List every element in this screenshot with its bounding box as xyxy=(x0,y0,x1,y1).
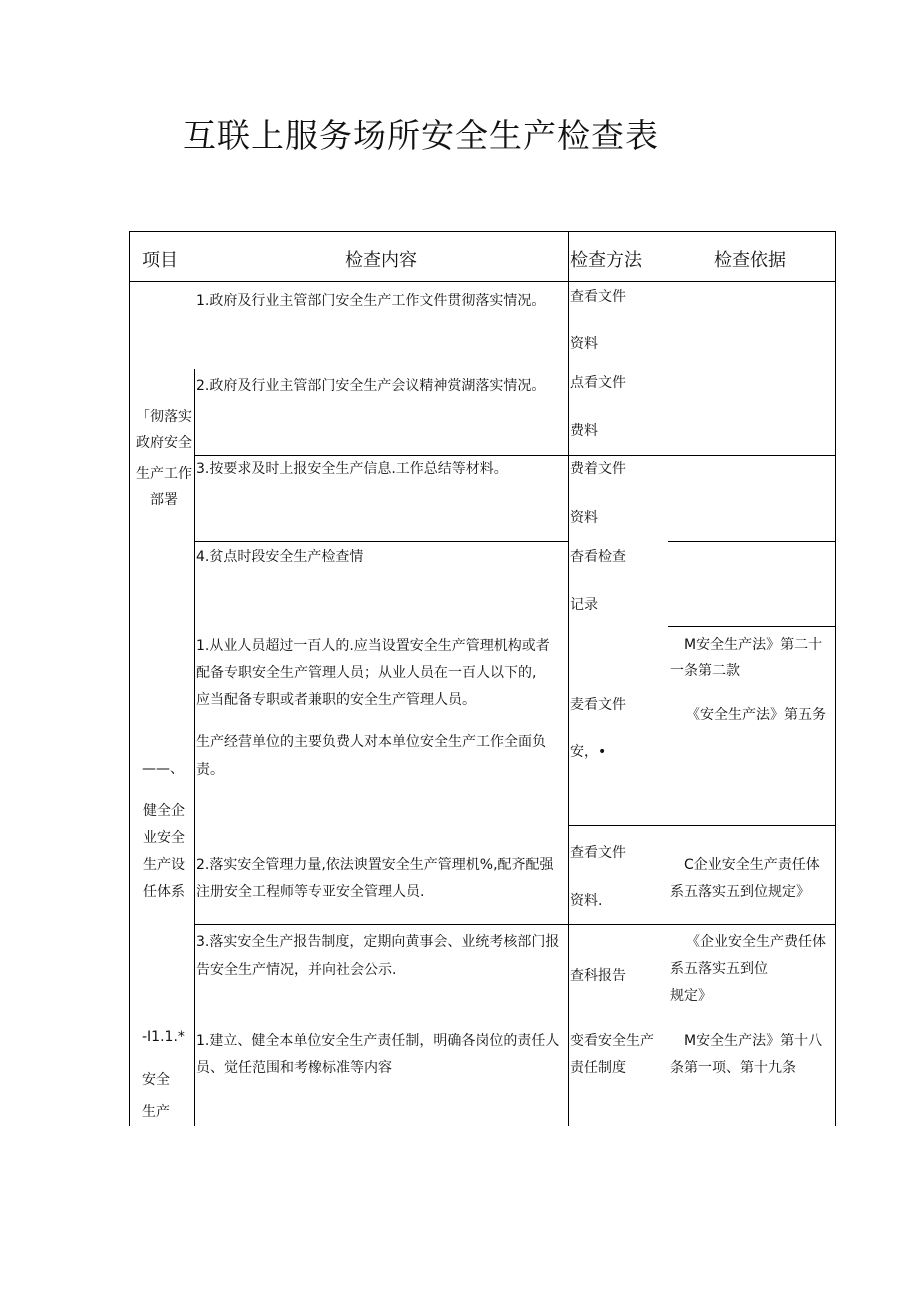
s2-row1-content2-line2: 责。 xyxy=(196,762,224,778)
s2-row1-content-line1: 1.从业人员超过一百人的.应当设置安全生产管理机构或者 xyxy=(196,638,550,654)
s1-row2-method: 点看文件 xyxy=(570,375,626,391)
s2-row1-basis-line1: M安全生产法》第二十 xyxy=(684,637,823,653)
s2-row1-content2-line1: 生产经营单位的主要负费人对本单位安全生产工作全面负 xyxy=(196,734,546,750)
s1-row2-method-2: 费料 xyxy=(570,423,598,439)
s2-row2-method: 查看文件 xyxy=(570,845,626,861)
s2-row3-basis-line3: 规定》 xyxy=(670,988,712,1004)
s1-row3-method-2: 资料 xyxy=(570,510,598,526)
s2-row1-method-2: 安，• xyxy=(570,744,607,760)
s3-row1-basis-line1: M安全生产法》第十八 xyxy=(684,1033,823,1049)
s3-row1-content-line2: 员、觉任范围和考橡标准等内容 xyxy=(196,1060,392,1076)
s1-row3-method: 费着文件 xyxy=(570,461,626,477)
header-method: 检查方法 xyxy=(570,250,642,271)
s2-row1-method: 麦看文件 xyxy=(570,697,626,713)
page-title: 互联上服务场所安全生产检查表 xyxy=(183,116,659,155)
s1-row1-content: 1.政府及行业主管部门安全生产工作文件贯彻落实情况。 xyxy=(196,293,546,309)
s2-row1-basis-line2: 一条第二款 xyxy=(670,663,740,679)
s2-row1-basis2: 《安全生产法》第五务 xyxy=(686,707,826,723)
s2-row1-content-line2: 配备专职安全生产管理人员；从业人员在一百人以下的, xyxy=(196,665,537,681)
s1-row2-content: 2.政府及行业主管部门安全生产会议精神赏湖落实情况。 xyxy=(196,378,546,394)
header-item: 项目 xyxy=(142,250,178,271)
s3-row1-method-line1: 变看安全生产 xyxy=(570,1033,654,1049)
s2-row3-content-line1: 3.落实安全生产报告制度，定期向黄事会、业统考核部门报 xyxy=(196,934,560,950)
s2-row3-basis-line2: 系五落实五到位 xyxy=(670,961,768,977)
s1-row4-content: 4.贫点时段安全生产检查情 xyxy=(196,549,364,565)
s2-row2-basis-line1: C企业安全生产责任体 xyxy=(684,857,820,873)
s2-row3-method: 查科报告 xyxy=(570,968,626,984)
s3-row1-basis-line2: 条第一项、第十九条 xyxy=(670,1060,796,1076)
s2-row3-content-line2: 告安全生产情况，并向社会公示. xyxy=(196,962,397,978)
s1-row4-method-2: 记录 xyxy=(570,597,598,613)
s1-row1-method: 查看文件 xyxy=(570,289,626,305)
s2-row2-basis-line2: 系五落实五到位规定》 xyxy=(670,884,810,900)
s2-row1-content-line3: 应当配备专职或者兼职的安全生产管理人员。 xyxy=(196,692,476,708)
header-basis: 检查依据 xyxy=(714,250,786,271)
s1-row4-method: 杳看检查 xyxy=(570,549,626,565)
s2-row3-basis-line1: 《企业安全生产费任体 xyxy=(686,934,826,950)
s3-row1-method-line2: 责任制度 xyxy=(570,1060,626,1076)
s3-row1-content-line1: 1.建立、健全本单位安全生产责任制，明确各岗位的责任人 xyxy=(196,1033,560,1049)
s1-row1-method-2: 资料 xyxy=(570,336,598,352)
s2-row2-content-line1: 2.落实安全管理力量,依法谀置安全生产管理机%,配齐配强 xyxy=(196,857,554,873)
s1-row3-content: 3.按要求及时上报安全生产信息.工作总结等材料。 xyxy=(196,461,508,477)
s2-row2-content-line2: 注册安全工程师等专亚安全管理人员. xyxy=(196,884,425,900)
header-content: 检查内容 xyxy=(345,250,417,271)
s2-row2-method-2: 资料. xyxy=(570,893,603,909)
